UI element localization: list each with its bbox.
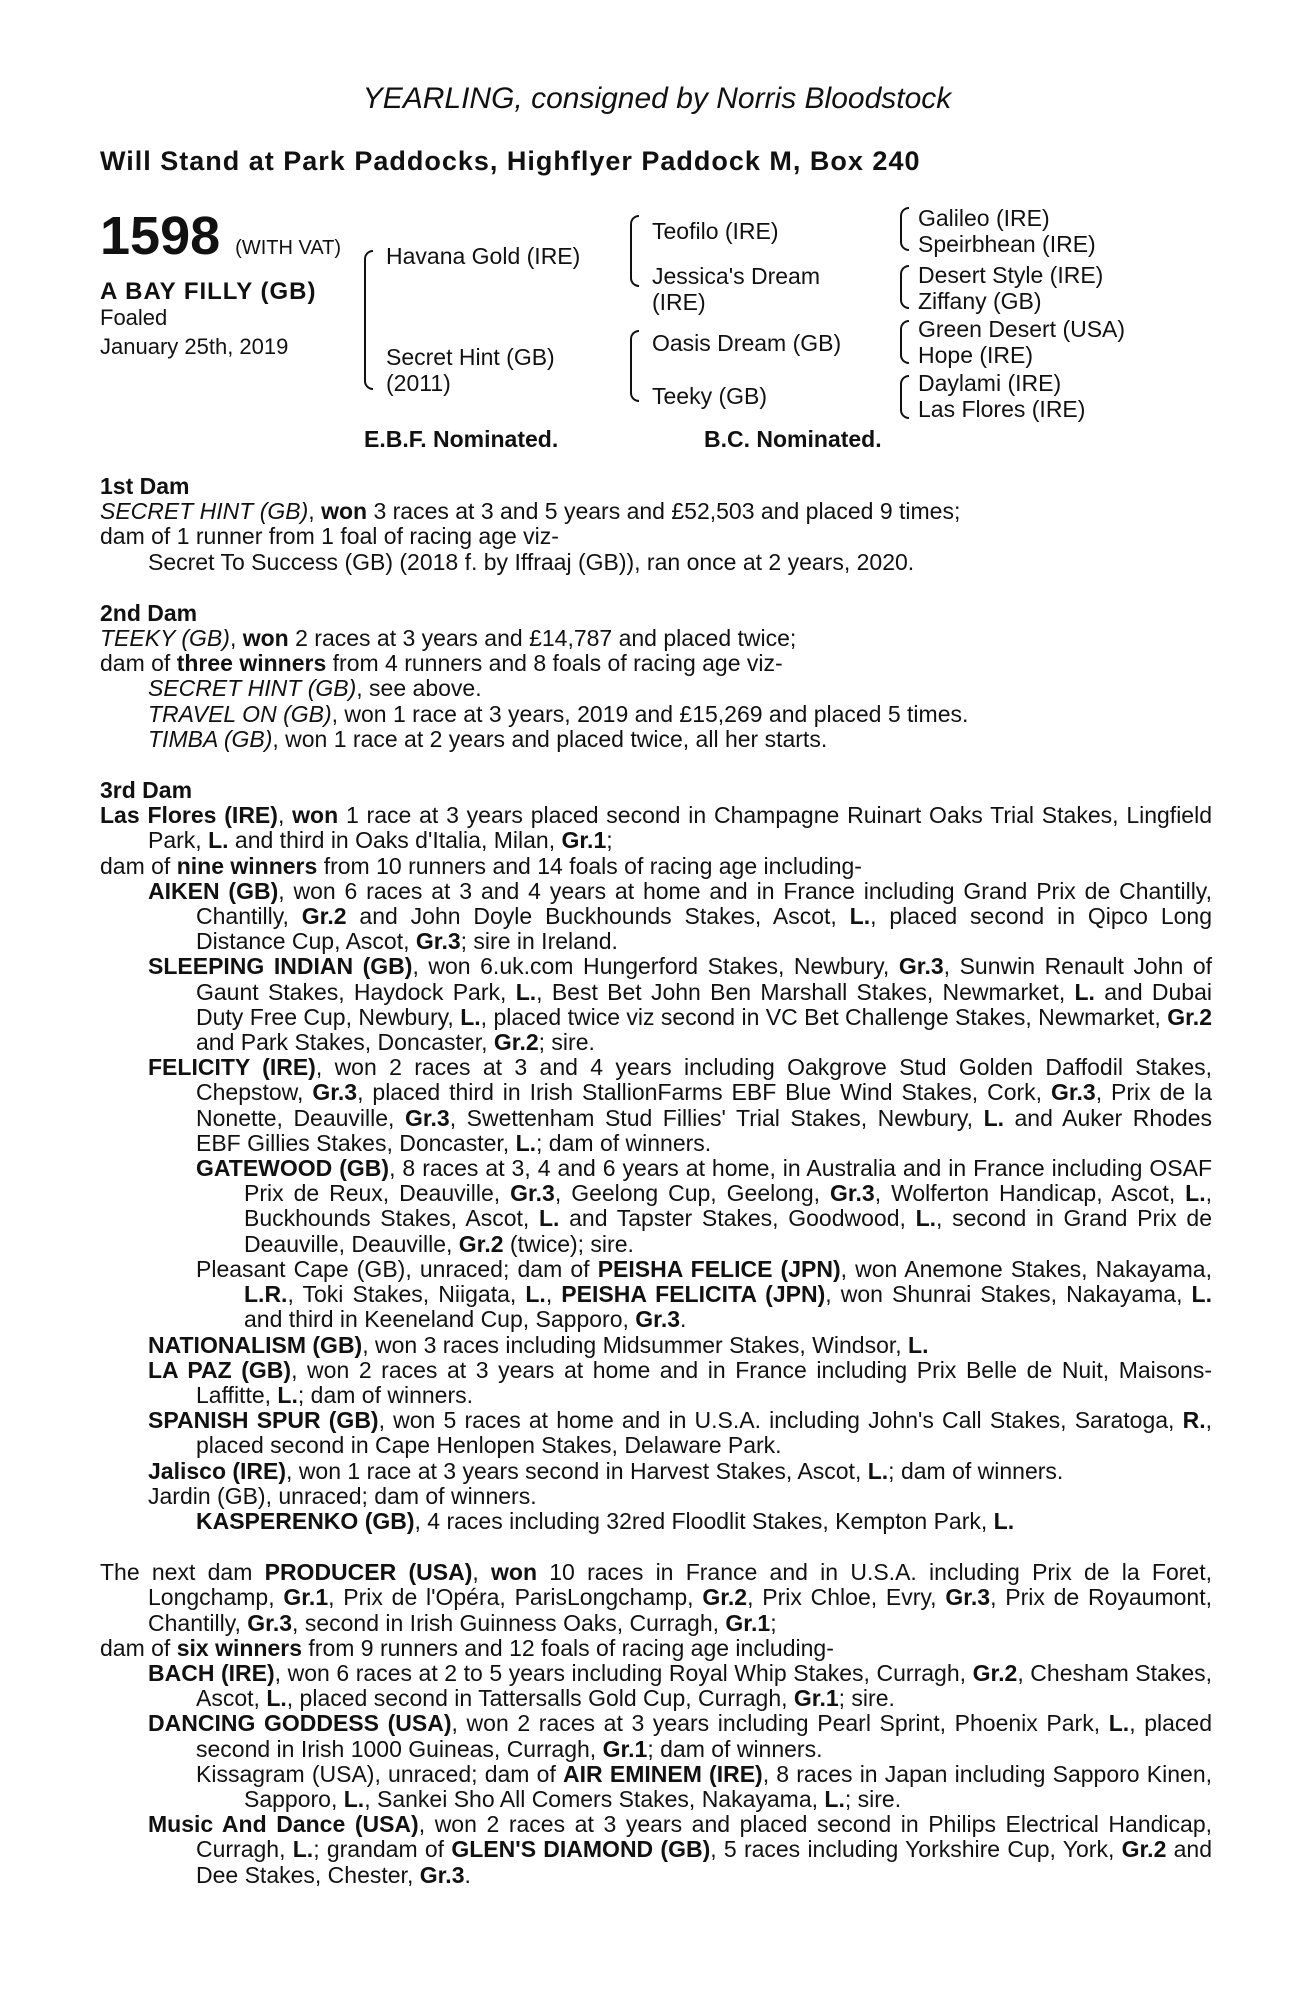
winners-count: six winners	[176, 1634, 302, 1661]
race-grade: Gr.3	[829, 1180, 875, 1207]
produce-item	[100, 1459, 1212, 1484]
race-grade: L.	[277, 1381, 298, 1408]
record-text: Kissagram (USA), unraced; dam of	[196, 1760, 564, 1787]
lot-number-value: 1598	[100, 206, 221, 266]
race-grade: Gr.1	[561, 827, 607, 854]
dam-name: SECRET HINT (GB)	[100, 498, 309, 525]
record-text: , placed second in Cape Henlopen Stakes, Delaware Park.	[196, 1407, 1212, 1459]
race-grade: R.	[1182, 1407, 1206, 1434]
record-text: , Prix de l'Opéra, ParisLongchamp,	[328, 1584, 703, 1611]
sd-sire: Desert Style (IRE)	[918, 262, 1104, 288]
race-grade: L.	[1185, 1180, 1206, 1207]
record-text: and Park Stakes, Doncaster,	[196, 1029, 494, 1056]
record-text: and Dubai Duty Free Cup, Newbury,	[196, 978, 1212, 1030]
record-text: , won 6 races at 3 and 4 years at home and in France including Grand Prix de Chantilly, Chantilly,	[196, 877, 1212, 930]
ebf-nominated: E.B.F. Nominated.	[364, 426, 559, 452]
won-label: won	[321, 498, 368, 525]
pedigree-brace	[630, 330, 639, 402]
race-grade: L.	[525, 1281, 546, 1308]
produce-item: Secret To Success (GB) (2018 f. by Iffraaj (GB)), ran once at 2 years, 2020.	[148, 548, 915, 575]
sd-dam: Ziffany (GB)	[918, 288, 1042, 314]
ss-dam: Speirbhean (IRE)	[918, 231, 1096, 257]
horse-name: Music And Dance (USA)	[148, 1811, 419, 1838]
stand-location: Will Stand at Park Paddocks, Highflyer Paddock M, Box 240	[100, 146, 921, 176]
record-text: ; sire in Ireland.	[460, 928, 618, 955]
pedigree-brace	[630, 215, 639, 287]
produce-item	[100, 727, 1212, 752]
record-text: , 4 races including 32red Floodlit Stakes, Kempton Park,	[414, 1507, 994, 1534]
horse-name: TIMBA (GB)	[148, 725, 273, 752]
horse-name: NATIONALISM (GB)	[148, 1331, 363, 1358]
race-grade: Gr.1	[602, 1735, 648, 1762]
dam-of-text: dam of	[100, 852, 177, 879]
record-text: , 8 races in Japan including Sapporo Kinen, Sapporo,	[244, 1760, 1212, 1812]
record-text: , placed third in Irish StallionFarms EBF Blue Wind Stakes, Cork,	[357, 1079, 1051, 1106]
race-grade: L.	[915, 1205, 937, 1232]
produce-item	[100, 702, 1212, 727]
pedigree-brace	[900, 320, 909, 364]
produce-record	[100, 474, 1212, 1888]
third-dam-heading: 3rd Dam	[100, 777, 193, 804]
record-text: , won Anemone Stakes, Nakayama,	[840, 1255, 1212, 1282]
record-text: ;	[606, 827, 613, 854]
race-grade: Gr.2	[972, 1659, 1018, 1686]
race-grade: Gr.1	[793, 1685, 839, 1712]
record-text: , 8 races at 3, 4 and 6 years at home, in Australia and in France including OSAF Prix de Reux, Deauville,	[244, 1155, 1212, 1207]
record-text: , second in Irish Guinness Oaks, Curragh,	[292, 1609, 726, 1636]
dam-of-line	[100, 854, 1212, 879]
pedigree-brace	[364, 250, 373, 390]
foaled-info	[100, 303, 288, 361]
record-text: The next dam	[100, 1559, 265, 1586]
horse-name: GLEN'S DIAMOND (GB)	[451, 1836, 711, 1863]
record-text: ; grandam of	[313, 1836, 452, 1863]
produce-item	[100, 1358, 1212, 1408]
race-grade: L.	[983, 1104, 1005, 1131]
produce-item	[100, 1812, 1212, 1888]
horse-name: SPANISH SPUR (GB)	[148, 1407, 379, 1434]
record-text: ; sire.	[844, 1785, 902, 1812]
produce-item	[100, 1408, 1212, 1458]
produce-item	[100, 1661, 1212, 1711]
dam-sire: Oasis Dream (GB)	[652, 330, 842, 356]
dam-year: (2011)	[386, 370, 451, 396]
record-text: , Best Bet John Ben Marshall Stakes, Newmarket,	[536, 978, 1075, 1005]
horse-name: FELICITY (IRE)	[148, 1054, 316, 1081]
record-text: , Sunwin Renault John of Gaunt Stakes, Haydock Park,	[196, 953, 1213, 1005]
vat-note: (WITH VAT)	[235, 237, 342, 259]
consignor-header: YEARLING, consigned by Norris Bloodstock	[362, 82, 952, 115]
sire-dam-country: (IRE)	[652, 289, 706, 315]
horse-name: SLEEPING INDIAN (GB)	[148, 953, 413, 980]
race-grade: L.	[867, 1457, 889, 1484]
second-dam-record: TEEKY (GB), won 2 races at 3 years and £14,787 and placed twice;	[100, 625, 797, 652]
record-text: , placed second in Irish 1000 Guineas, Curragh,	[196, 1710, 1213, 1762]
record-text: , Swettenham Stud Fillies' Trial Stakes, Newbury,	[449, 1104, 984, 1131]
horse-name: AIKEN (GB)	[148, 877, 279, 904]
record-text: (twice); sire.	[503, 1230, 634, 1257]
pedigree-brace	[900, 375, 909, 419]
produce-item	[100, 676, 1212, 701]
race-grade: L.	[824, 1785, 845, 1812]
race-grade: L.	[343, 1785, 365, 1812]
record-text: , placed twice viz second in VC Bet Challenge Stakes, Newmarket,	[480, 1003, 1168, 1030]
produce-item	[100, 1509, 1212, 1534]
produce-item: Jardin (GB), unraced; dam of winners.	[148, 1482, 537, 1509]
record-text: , Geelong Cup, Geelong,	[554, 1180, 830, 1207]
second-dam-heading: 2nd Dam	[100, 599, 198, 626]
horse-name: BACH (IRE)	[148, 1659, 275, 1686]
record-text: ,	[545, 1281, 562, 1308]
race-grade: Gr.2	[493, 1029, 539, 1056]
record-text: , won 2 races at 3 years including Pearl Sprint, Phoenix Park,	[451, 1710, 1109, 1737]
pedigree-brace	[900, 265, 909, 309]
record-text: , placed second in Qipco Long Distance Cup, Ascot,	[196, 903, 1212, 955]
record-text: Pleasant Cape (GB), unraced; dam of	[196, 1255, 598, 1282]
third-dam-record: Las Flores (IRE), won 1 race at 3 years placed second in Champagne Ruinart Oaks Trial Stakes, Lingfield Park, L. and third in Oaks d'Italia, Milan, Gr.1;	[100, 802, 1212, 854]
record-text: , placed second in Tattersalls Gold Cup, Curragh,	[286, 1685, 794, 1712]
race-grade: L.	[1191, 1281, 1212, 1308]
race-grade: Gr.1	[283, 1584, 329, 1611]
race-grade: L.	[908, 1331, 929, 1358]
race-grade: L.	[1108, 1710, 1130, 1737]
first-dam-heading: 1st Dam	[100, 473, 190, 499]
race-grade: Gr.3	[419, 1861, 465, 1888]
record-text: .	[464, 1861, 471, 1888]
won-label: won	[242, 625, 289, 652]
produce-item	[100, 1055, 1212, 1156]
race-grade: L.	[515, 1129, 537, 1156]
record-text: ; sire.	[838, 1685, 895, 1712]
sire-sire: Teofilo (IRE)	[652, 218, 779, 244]
dam-name: PRODUCER (USA)	[264, 1559, 473, 1586]
record-text: ; dam of winners.	[888, 1457, 1064, 1484]
record-text: , Chesham Stakes, Ascot,	[196, 1659, 1213, 1712]
dam-name: Las Flores (IRE)	[100, 802, 278, 829]
record-text: , Buckhounds Stakes, Ascot,	[244, 1180, 1213, 1232]
record-text: , Prix Chloe, Evry,	[747, 1584, 946, 1611]
produce-item	[100, 1257, 1212, 1333]
race-grade: Gr.3	[1050, 1079, 1096, 1106]
record-text: , see above.	[356, 675, 482, 702]
race-grade: Gr.3	[404, 1104, 450, 1131]
horse-name: SECRET HINT (GB)	[148, 675, 357, 702]
horse-name: PEISHA FELICITA (JPN)	[561, 1281, 826, 1308]
race-grade: L.	[292, 1836, 314, 1863]
record-text: , Wolferton Handicap, Ascot,	[874, 1180, 1186, 1207]
record-text: ;	[770, 1609, 777, 1636]
dam-of-text: from 10 runners and 14 foals of racing age including-	[317, 852, 862, 879]
horse-name: KASPERENKO (GB)	[196, 1507, 415, 1534]
dam-of-text: from 4 runners and 8 foals of racing age viz-	[326, 650, 783, 677]
horse-name: DANCING GODDESS (USA)	[148, 1710, 452, 1737]
record-text: , Prix de Royaumont, Chantilly,	[148, 1584, 1212, 1636]
record-text: and Tapster Stakes, Goodwood,	[559, 1205, 916, 1232]
race-grade: Gr.2	[458, 1230, 504, 1257]
dam-of-line	[100, 651, 1212, 676]
dam-of-text: dam of	[100, 650, 177, 677]
pedigree-brace	[900, 207, 909, 251]
record-text: , won 2 races at 3 years and placed second in Philips Electrical Handicap, Curragh,	[196, 1811, 1213, 1863]
dam-of-line	[100, 1636, 1212, 1661]
race-grade: Gr.2	[1121, 1836, 1167, 1863]
race-grade: L.	[266, 1685, 287, 1712]
won-label: won	[491, 1559, 537, 1586]
dam: Secret Hint (GB)	[386, 344, 555, 370]
lot-name: A BAY FILLY (GB)	[100, 278, 317, 305]
next-dam-record: The next dam PRODUCER (USA), won 10 races in France and in U.S.A. including Prix de la Foret, Longchamp, Gr.1, Prix de l'Opéra, ParisLongchamp, Gr.2, Prix Chloe, Evry, Gr.3, Prix de Royaumont, Chantilly, Gr.3, second in Irish Guinness Oaks, Curragh, Gr.1;	[100, 1559, 1212, 1636]
race-grade: Gr.3	[415, 928, 461, 955]
horse-name: TRAVEL ON (GB)	[148, 700, 332, 727]
lot-number	[100, 205, 341, 267]
race-grade: Gr.3	[945, 1584, 991, 1611]
dd-dam: Las Flores (IRE)	[918, 396, 1086, 422]
record-text: , Toki Stakes, Niigata,	[287, 1281, 526, 1308]
record-text: , won 1 race at 2 years and placed twice, all her starts.	[272, 725, 828, 752]
horse-name: AIR EMINEM (IRE)	[563, 1760, 763, 1787]
record-text: ; dam of winners.	[297, 1381, 474, 1408]
record-text: ; sire.	[538, 1029, 595, 1056]
record-text: , won 1 race at 3 years, 2019 and £15,269 and placed 5 times.	[331, 700, 969, 727]
produce-item	[100, 1333, 1212, 1358]
race-grade: L.	[460, 1003, 481, 1030]
record-text: , won 6.uk.com Hungerford Stakes, Newbury,	[412, 953, 899, 980]
horse-name: GATEWOOD (GB)	[196, 1155, 390, 1182]
record-text: 3 races at 3 and 5 years and £52,503 and placed 9 times;	[367, 498, 961, 525]
produce-item	[100, 879, 1212, 955]
record-text: , won 2 races at 3 and 4 years including Oakgrove Stud Golden Daffodil Stakes, Chepstow,	[196, 1054, 1213, 1106]
record-text: , Sankei Sho All Comers Stakes, Nakayama,	[364, 1785, 825, 1812]
race-grade: L.	[993, 1507, 1015, 1534]
race-grade: L.	[515, 978, 537, 1005]
race-grade: Gr.2	[301, 903, 347, 930]
record-text: , won 2 races at 3 years at home and in France including Prix Belle de Nuit, Maisons-Laffitte,	[196, 1356, 1212, 1408]
sire: Havana Gold (IRE)	[386, 243, 581, 269]
horse-name: LA PAZ (GB)	[148, 1356, 292, 1383]
winners-count: nine winners	[176, 852, 318, 879]
record-text: , Prix de la Nonette, Deauville,	[196, 1079, 1212, 1131]
record-text: 2 races at 3 years and £14,787 and placed twice;	[288, 625, 797, 652]
foaled-label: Foaled	[100, 305, 168, 330]
horse-name: Jalisco (IRE)	[148, 1457, 287, 1484]
horse-name: PEISHA FELICE (JPN)	[597, 1255, 841, 1282]
record-text: 1 race at 3 years placed second in Champagne Ruinart Oaks Trial Stakes, Lingfield Park,	[148, 802, 1212, 854]
ds-dam: Hope (IRE)	[918, 342, 1034, 368]
record-text: and Auker Rhodes EBF Gillies Stakes, Doncaster,	[196, 1104, 1212, 1156]
sire-dam: Jessica's Dream	[652, 263, 820, 289]
record-text: ; dam of winners.	[647, 1735, 823, 1762]
produce-item	[100, 1711, 1212, 1761]
record-text: 10 races in France and in U.S.A. including Prix de la Foret, Longchamp,	[148, 1559, 1212, 1611]
ds-sire: Green Desert (USA)	[918, 316, 1126, 342]
race-grade: Gr.3	[898, 953, 944, 980]
record-text: and Dee Stakes, Chester,	[196, 1836, 1213, 1888]
race-grade: Gr.3	[635, 1306, 681, 1333]
race-grade: Gr.2	[702, 1584, 748, 1611]
won-label: won	[292, 802, 339, 829]
race-grade: L.	[849, 903, 871, 930]
record-text: , won 3 races including Midsummer Stakes, Windsor,	[362, 1331, 909, 1358]
dam-of-line: dam of 1 runner from 1 foal of racing age viz-	[100, 523, 559, 550]
record-text: , won Shunrai Stakes, Nakayama,	[825, 1281, 1192, 1308]
race-grade: Gr.3	[312, 1079, 358, 1106]
produce-item	[100, 954, 1212, 1055]
record-text: , won 5 races at home and in U.S.A. including John's Call Stakes, Saratoga,	[378, 1407, 1183, 1434]
produce-item	[100, 1156, 1212, 1257]
record-text: , second in Grand Prix de Deauville, Deauville,	[244, 1205, 1213, 1257]
ss-sire: Galileo (IRE)	[918, 205, 1050, 231]
record-text: ; dam of winners.	[536, 1129, 712, 1156]
record-text: and third in Oaks d'Italia, Milan,	[228, 827, 562, 854]
race-grade: L.	[1074, 978, 1095, 1005]
race-grade: Gr.3	[247, 1609, 293, 1636]
dam-dam: Teeky (GB)	[652, 383, 768, 409]
race-grade: Gr.3	[510, 1180, 555, 1207]
dam-of-text: dam of	[100, 1634, 177, 1661]
bc-nominated: B.C. Nominated.	[704, 426, 882, 452]
race-grade: L.	[208, 827, 229, 854]
record-text: and third in Keeneland Cup, Sapporo,	[244, 1306, 636, 1333]
dam-of-text: from 9 runners and 12 foals of racing age including-	[302, 1634, 834, 1661]
dd-sire: Daylami (IRE)	[918, 370, 1062, 396]
winners-count: three winners	[176, 650, 327, 677]
race-grade: Gr.2	[1167, 1003, 1212, 1030]
record-text: , 5 races including Yorkshire Cup, York,	[710, 1836, 1122, 1863]
record-text: , won 1 race at 3 years second in Harvest Stakes, Ascot,	[286, 1457, 868, 1484]
produce-item	[100, 1762, 1212, 1812]
first-dam-record: SECRET HINT (GB), won 3 races at 3 and 5 years and £52,503 and placed 9 times;	[100, 498, 961, 525]
record-text: and John Doyle Buckhounds Stakes, Ascot,	[346, 903, 850, 930]
race-grade: L.R.	[244, 1281, 288, 1308]
race-grade: Gr.1	[725, 1609, 771, 1636]
record-text: .	[680, 1306, 687, 1333]
record-text: , won 6 races at 2 to 5 years including Royal Whip Stakes, Curragh,	[274, 1659, 973, 1686]
race-grade: L.	[538, 1205, 560, 1232]
dam-name: TEEKY (GB)	[100, 625, 230, 652]
foaled-date: January 25th, 2019	[100, 334, 289, 359]
